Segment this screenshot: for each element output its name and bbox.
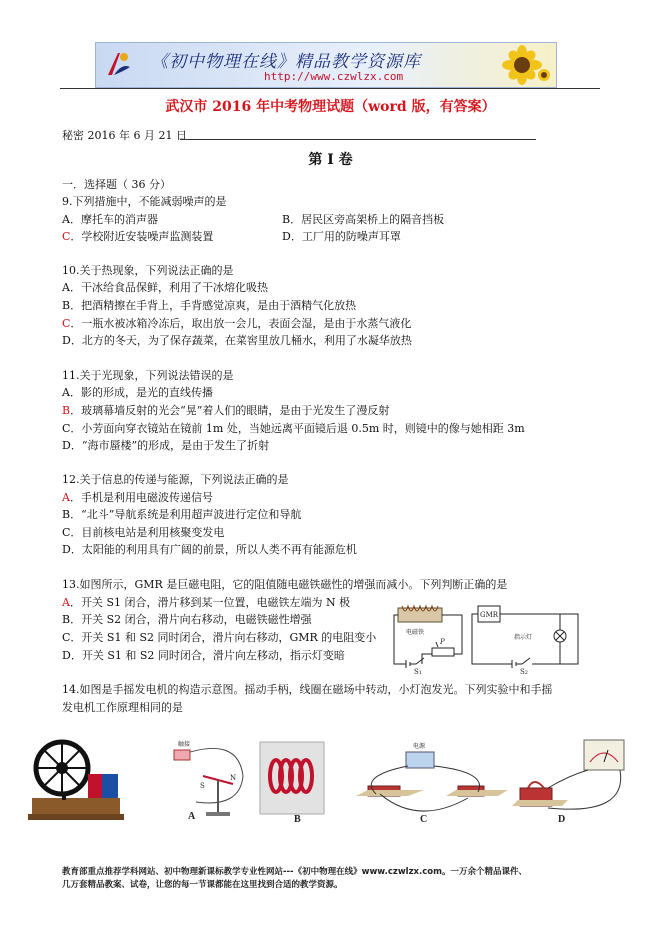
q9-option-a: A．摩托车的消声器 <box>62 213 158 226</box>
q9-option-b: B．居民区旁高架桥上的隔音挡板 <box>282 213 445 226</box>
banner-url: http://www.czwlzx.com <box>264 70 404 83</box>
q14-line2: 发电机工作原理相同的是 <box>62 701 183 714</box>
figure-b <box>260 742 324 825</box>
q9-option-c <box>62 229 213 245</box>
q12-option-a <box>62 490 213 506</box>
q13-option-c: C．开关 S1 和 S2 同时闭合，滑片向右移动，GMR 的电阻变小 <box>62 631 377 644</box>
q11-option-a: A．影的形成，是光的直线传播 <box>62 386 213 399</box>
q11-option-b <box>62 403 389 419</box>
q13-option-a-text: ．开关 S1 闭合，滑片移到某一位置，电磁铁左端为 N 极 <box>69 596 351 609</box>
switch-s2-label: S2 <box>520 668 528 676</box>
electromagnet-label: 电磁铁 <box>406 629 425 636</box>
footer-line2: 几万套精品教案、试卷，让您的每一节课都能在这里找到合适的教学资源。 <box>62 880 343 890</box>
footer-line1: 教育部重点推荐学科网站、初中物理新课标教学专业性网站---《初中物理在线》www.czwlzx.com。一万余个精品课件、 <box>62 867 527 877</box>
q10-option-c-text: ．一瓶水被冰箱冷冻后，取出放一会儿，表面会湿，是由于水蒸气液化 <box>70 317 412 330</box>
q11-stem: 11.关于光现象，下列说法错误的是 <box>62 369 234 382</box>
q12-option-a-text: ．手机是利用电磁波传递信号 <box>69 491 213 504</box>
q12-answer-letter: A <box>62 491 70 504</box>
q11-option-c: C．小芳面向穿衣镜站在镜前 1m 处，当她远离平面镜后退 0.5m 时，则镜中的像与她相距 3m <box>62 422 525 435</box>
header-rule <box>60 88 600 89</box>
secret-underline <box>180 139 536 140</box>
lamp-label: 指示灯 <box>514 634 533 641</box>
q12-option-d: D．太阳能的利用具有广阔的前景，所以人类不再有能源危机 <box>62 543 357 556</box>
slider-p-label: P <box>440 638 445 646</box>
q10-option-b: B．把酒精擦在手背上，手背感觉凉爽，是由于酒精气化放热 <box>62 299 357 312</box>
fig-c-power-label: 电源 <box>413 743 426 750</box>
fig-d-label: D <box>558 814 566 825</box>
footer-ad <box>62 866 622 892</box>
fig-a-s-label: S <box>200 782 205 790</box>
q10-answer-letter: C <box>62 317 71 330</box>
q9-option-c-text: ．学校附近安装噪声监测装置 <box>70 230 214 243</box>
q10-stem: 10.关于热现象，下列说法正确的是 <box>62 264 234 277</box>
q9-option-d: D．工厂用的防噪声耳罩 <box>282 230 401 243</box>
q9-stem: 9.下列措施中，不能减弱噪声的是 <box>62 195 227 208</box>
figure-c <box>356 742 508 825</box>
fig-a-n-label: N <box>230 774 237 782</box>
q10-option-a: A．干冰给食品保鲜，利用了干冰熔化吸热 <box>62 281 268 294</box>
site-banner <box>95 42 557 88</box>
q12-option-b: B．“北斗”导航系统是利用超声波进行定位和导航 <box>62 508 302 521</box>
site-logo-icon <box>104 49 132 79</box>
sunflower-icon <box>492 45 552 85</box>
fig-b-label: B <box>294 814 301 825</box>
q10-option-c <box>62 316 411 332</box>
q13-option-a <box>62 595 350 611</box>
part-title: 第 I 卷 <box>308 152 353 168</box>
q11-option-d: D．“海市蜃楼”的形成，是由于发生了折射 <box>62 439 270 452</box>
figure-a <box>174 740 243 822</box>
q12-option-c: C．目前核电站是利用核聚变发电 <box>62 526 225 539</box>
secret-date: 秘密 2016 年 6 月 21 日 <box>62 129 187 142</box>
document-title: 武汉市 2016 年中考物理试题（word 版，有答案） <box>165 99 496 115</box>
switch-s1-label: S1 <box>414 668 422 676</box>
q13-option-b: B．开关 S2 闭合，滑片向右移动，电磁铁磁性增强 <box>62 613 312 626</box>
fig-a-touch-label: 触接 <box>178 741 191 748</box>
q11-answer-letter: B <box>62 404 71 417</box>
gmr-circuit-diagram <box>392 598 580 676</box>
fig-c-label: C <box>420 814 428 825</box>
section-title: 一．选择题（ 36 分） <box>62 178 171 191</box>
fig-a-label: A <box>188 811 196 822</box>
banner-title: 《初中物理在线》精品教学资源库 <box>151 52 421 72</box>
q10-option-d: D．北方的冬天，为了保存蔬菜，在菜窖里放几桶水，利用了水凝华放热 <box>62 334 412 347</box>
q14-line1: 14.如图是手摇发电机的构造示意图。摇动手柄，线圈在磁场中转动，小灯泡发光。下列实验中和手摇 <box>62 683 553 696</box>
hand-generator-figure <box>28 742 124 820</box>
figure-d <box>512 740 624 825</box>
q13-option-d: D．开关 S1 和 S2 同时闭合，滑片向左移动，指示灯变暗 <box>62 649 345 662</box>
gmr-label: GMR <box>480 611 499 619</box>
q11-option-b-text: ．玻璃幕墙反射的光会“晃”着人们的眼睛，是由于光发生了漫反射 <box>70 404 390 417</box>
q9-answer-letter: C <box>62 230 71 243</box>
q12-stem: 12.关于信息的传递与能源，下列说法正确的是 <box>62 473 289 486</box>
q13-stem: 13.如图所示，GMR 是巨磁电阻，它的阻值随电磁铁磁性的增强而减小。下列判断正确的是 <box>62 578 508 591</box>
q13-answer-letter: A <box>62 596 70 609</box>
q14-figure-row <box>28 736 638 826</box>
